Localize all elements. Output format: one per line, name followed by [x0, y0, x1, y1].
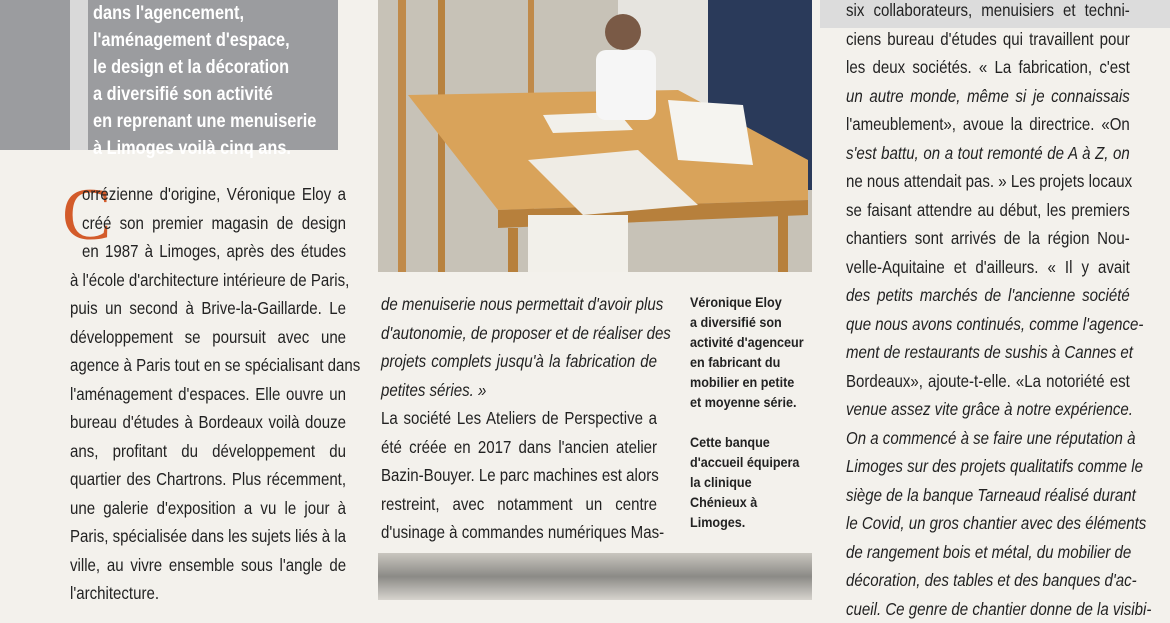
caption-line: d'accueil équipera: [690, 452, 821, 472]
quote-line: projets complets jusqu'à la fabrication de: [381, 347, 657, 376]
quote-line: d'autonomie, de proposer et de réaliser des: [381, 319, 657, 348]
body-line: l'aménagement d'espaces. Elle ouvre un: [70, 380, 346, 409]
caption-line: mobilier en petite: [690, 372, 821, 392]
intro-line: à Limoges voilà cinq ans.: [93, 135, 299, 162]
body-line: des petits marchés de l'ancienne société: [846, 281, 1130, 310]
body-line: ciens bureau d'études qui travaillent pour: [846, 25, 1130, 54]
body-line: se faisant attendre au début, les premiers: [846, 196, 1130, 225]
body-line: s'est battu, on a tout remonté de A à Z, on: [846, 139, 1130, 168]
body-line: cueil. Ce genre de chantier donne de la visibi-: [846, 595, 1130, 623]
caption-line: en fabricant du: [690, 352, 821, 372]
body-line: ne nous attendait pas. » Les projets locaux: [846, 167, 1130, 196]
intro-text: [93, 0, 299, 162]
photo-reception-desk: [378, 553, 812, 600]
caption-line: Limoges.: [690, 512, 821, 532]
body-line: ment de restaurants de sushis à Cannes et: [846, 338, 1130, 367]
body-line: Paris, spécialisée dans les sujets liés à la: [70, 522, 346, 551]
caption-line: la clinique: [690, 472, 821, 492]
quote-line: de menuiserie nous permettait d'avoir plus: [381, 290, 657, 319]
intro-line: l'aménagement d'espace,: [93, 27, 299, 54]
intro-line: a diversifié son activité: [93, 81, 299, 108]
body-line: Bazin-Bouyer. Le parc machines est alors: [381, 461, 657, 490]
body-line: été créée en 2017 dans l'ancien atelier: [381, 433, 657, 462]
body-line: de rangement bois et métal, du mobilier de: [846, 538, 1130, 567]
caption-line: a diversifié son: [690, 312, 821, 332]
caption-line: Véronique Eloy: [690, 292, 821, 312]
right-column: [846, 0, 1130, 623]
body-line: Bordeaux», ajoute-t-elle. «La notoriété est: [846, 367, 1130, 396]
body-line: venue assez vite grâce à notre expérience.: [846, 395, 1130, 424]
drop-cap: C: [62, 182, 111, 248]
body-line: six collaborateurs, menuisiers et techni-: [846, 0, 1130, 25]
caption-gap: [690, 412, 821, 432]
body-line: On a commencé à se faire une réputation à: [846, 424, 1130, 453]
body-line: quartier des Chartrons. Plus récemment,: [70, 465, 346, 494]
quote-line: petites séries. »: [381, 376, 657, 405]
body-line: un autre monde, même si je connaissais: [846, 82, 1130, 111]
body-line: d'usinage à commandes numériques Mas-: [381, 518, 657, 547]
body-line: développement se poursuit avec une: [70, 323, 346, 352]
body-line: chantiers sont arrivés de la région Nou-: [846, 224, 1130, 253]
body-line: l'architecture.: [70, 579, 346, 608]
body-line: le Covid, un gros chantier avec des éléments: [846, 509, 1130, 538]
body-line: l'ameublement», avoue la directrice. «On: [846, 110, 1130, 139]
body-line: les deux sociétés. « La fabrication, c'est: [846, 53, 1130, 82]
body-line: créé son premier magasin de design: [70, 209, 346, 238]
body-line: restreint, avec notamment un centre: [381, 490, 657, 519]
body-line: puis un second à Brive-la-Gaillarde. Le: [70, 294, 346, 323]
intro-line: en reprenant une menuiserie: [93, 108, 299, 135]
caption-line: et moyenne série.: [690, 392, 821, 412]
body-line: velle-Aquitaine et d'ailleurs. « Il y avait: [846, 253, 1130, 282]
body-line: bureau d'études à Bordeaux voilà douze: [70, 408, 346, 437]
body-line: ville, au vivre ensemble sous l'angle de: [70, 551, 346, 580]
caption-line: Cette banque: [690, 432, 821, 452]
caption-line: activité d'agenceur: [690, 332, 821, 352]
photo-illustration: [378, 0, 812, 272]
body-line: à l'école d'architecture intérieure de Paris,: [70, 266, 346, 295]
intro-line: dans l'agencement,: [93, 0, 299, 27]
body-line: orrézienne d'origine, Véronique Eloy a: [70, 180, 346, 209]
photo-desk-woman: [378, 0, 812, 272]
body-line: Limoges sur des projets qualitatifs comme le: [846, 452, 1130, 481]
middle-column: [381, 290, 657, 547]
body-line: que nous avons continués, comme l'agence-: [846, 310, 1130, 339]
intro-accent-bar: [70, 0, 88, 150]
body-line: ans, profitant du développement du: [70, 437, 346, 466]
caption-line: Chénieux à: [690, 492, 821, 512]
photo-caption: [690, 292, 821, 532]
intro-line: le design et la décoration: [93, 54, 299, 81]
body-line: agence à Paris tout en se spécialisant dans: [70, 351, 346, 380]
body-line: en 1987 à Limoges, après des études: [70, 237, 346, 266]
body-line: décoration, des tables et des banques d'ac-: [846, 566, 1130, 595]
left-column: [70, 180, 346, 608]
body-line: siège de la banque Tarneaud réalisé durant: [846, 481, 1130, 510]
body-line: une galerie d'exposition a vu le jour à: [70, 494, 346, 523]
body-line: La société Les Ateliers de Perspective a: [381, 404, 657, 433]
